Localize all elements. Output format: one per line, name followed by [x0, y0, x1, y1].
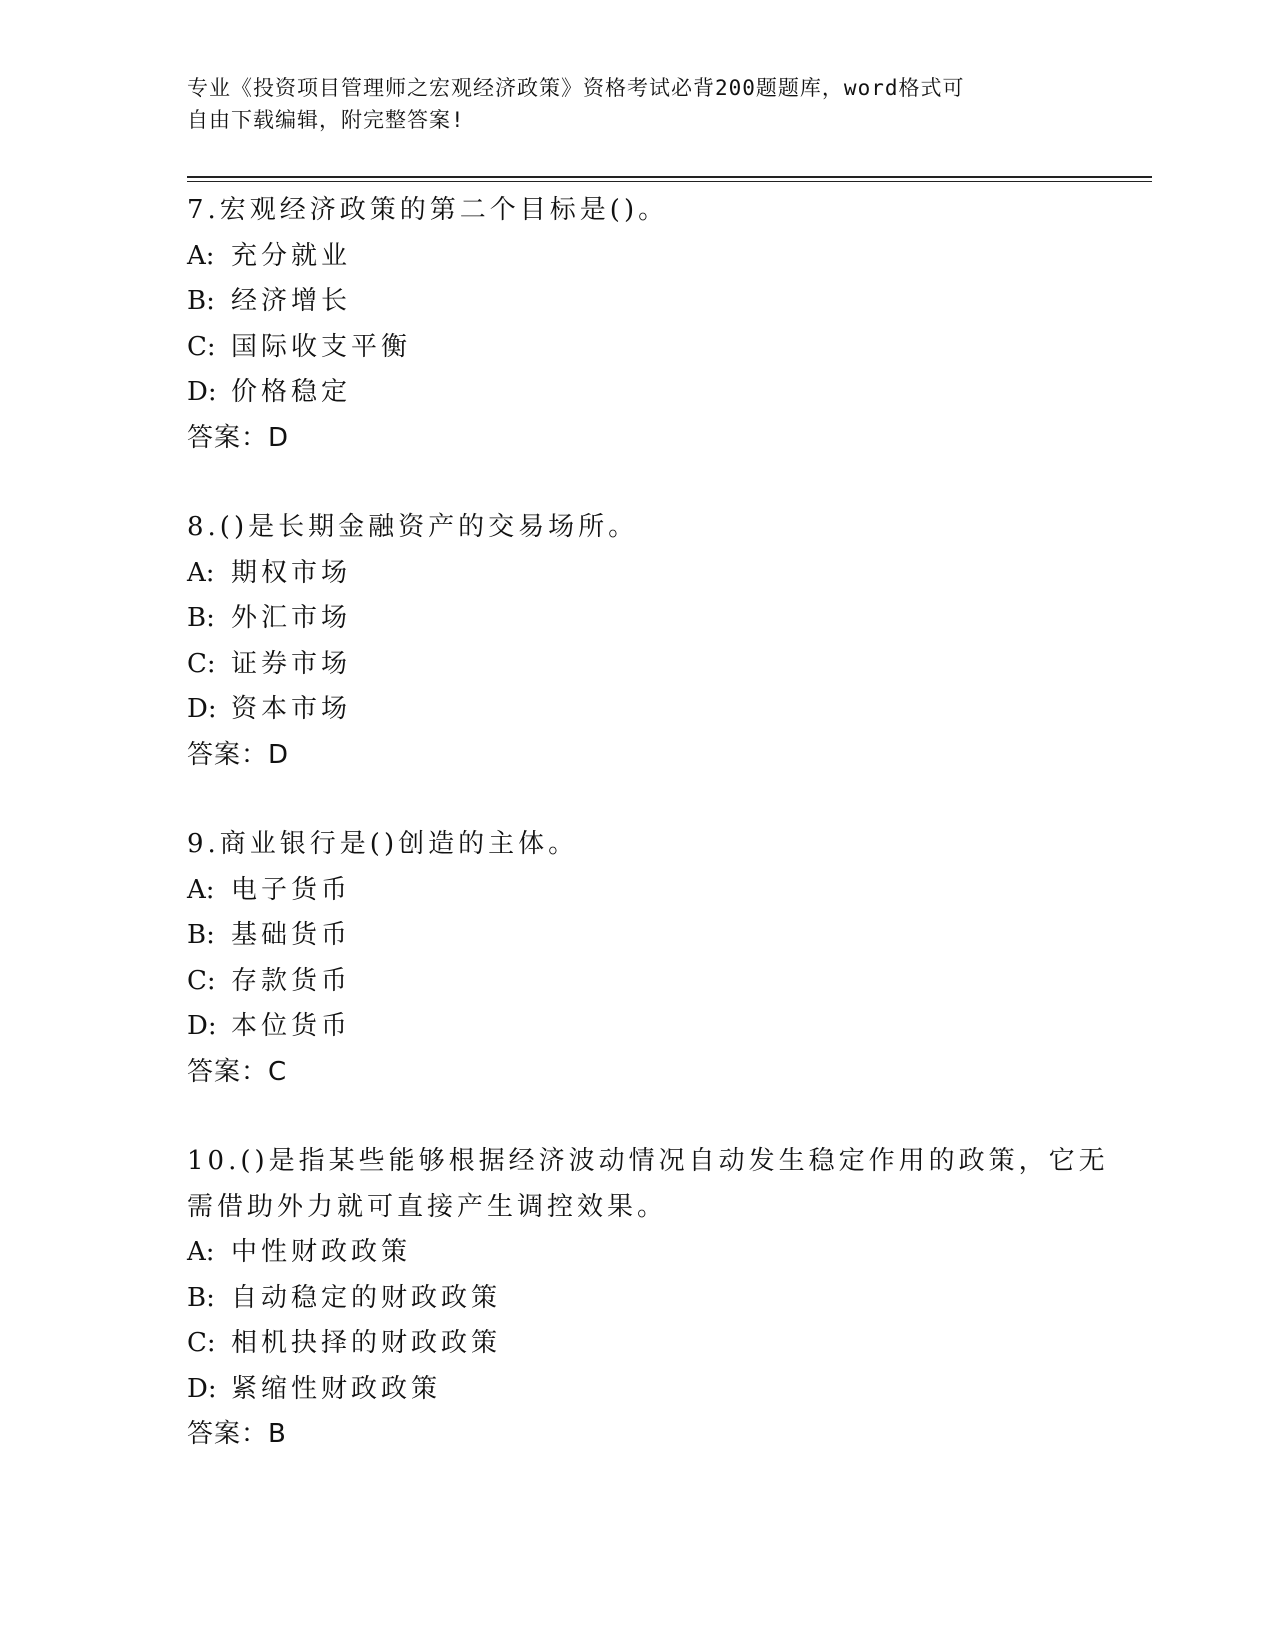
option-b	[187, 279, 1107, 325]
question-9	[187, 822, 1107, 1095]
answer-line: 答案：D	[187, 422, 290, 453]
option-letter: A:	[187, 557, 215, 588]
option-text: 资本市场	[231, 694, 352, 724]
header-divider	[187, 176, 1152, 178]
option-letter: B:	[187, 286, 215, 316]
option-letter: A:	[187, 240, 215, 271]
header-line-1: 专业《投资项目管理师之宏观经济政策》资格考试必背200题题库，word格式可	[187, 76, 965, 100]
option-text: 电子货币	[231, 874, 352, 905]
question-8	[187, 505, 1107, 778]
option-text: 相机抉择的财政政策	[231, 1328, 502, 1358]
option-text: 经济增长	[231, 286, 352, 316]
header-line-2: 自由下载编辑，附完整答案!	[187, 108, 465, 132]
option-b	[187, 913, 1107, 959]
option-text: 中性财政政策	[231, 1237, 412, 1267]
option-text: 紧缩性财政政策	[231, 1373, 442, 1404]
option-text: 存款货币	[231, 965, 352, 996]
option-letter: D:	[187, 1011, 217, 1041]
question-list	[187, 188, 1107, 1502]
option-a	[187, 234, 1107, 280]
answer-line: 答案：D	[187, 739, 290, 770]
option-text: 外汇市场	[231, 603, 352, 633]
option-text: 价格稳定	[231, 377, 352, 407]
question-7	[187, 188, 1107, 461]
question-stem: 9.商业银行是()创造的主体。	[187, 829, 579, 859]
header-divider-thin	[187, 181, 1152, 182]
option-letter: D:	[187, 694, 217, 724]
answer-line: 答案：C	[187, 1056, 288, 1087]
option-a	[187, 1230, 1107, 1276]
option-text: 自动稳定的财政政策	[231, 1282, 502, 1313]
option-b	[187, 1276, 1107, 1322]
option-a	[187, 868, 1107, 914]
option-c	[187, 959, 1107, 1005]
option-letter: C:	[187, 331, 216, 362]
option-letter: B:	[187, 603, 215, 633]
option-text: 本位货币	[231, 1011, 352, 1041]
option-c	[187, 325, 1107, 371]
option-c	[187, 1321, 1107, 1367]
option-letter: B:	[187, 1282, 215, 1313]
question-stem: 7.宏观经济政策的第二个目标是()。	[187, 195, 669, 225]
option-d	[187, 370, 1107, 416]
option-text: 期权市场	[231, 557, 352, 588]
option-letter: A:	[187, 874, 215, 905]
question-10	[187, 1139, 1107, 1458]
option-letter: C:	[187, 648, 216, 679]
option-c	[187, 642, 1107, 688]
option-d	[187, 1367, 1107, 1413]
option-d	[187, 1004, 1107, 1050]
option-text: 基础货币	[231, 920, 352, 950]
option-text: 充分就业	[231, 240, 352, 271]
document-header	[187, 72, 1067, 136]
option-text: 国际收支平衡	[231, 331, 412, 362]
option-letter: C:	[187, 965, 216, 996]
option-letter: A:	[187, 1237, 215, 1267]
option-d	[187, 687, 1107, 733]
option-a	[187, 551, 1107, 597]
option-letter: D:	[187, 1373, 217, 1404]
option-letter: B:	[187, 920, 215, 950]
option-letter: D:	[187, 377, 217, 407]
question-stem: 8.()是长期金融资产的交易场所。	[187, 512, 639, 542]
answer-line: 答案：B	[187, 1419, 287, 1449]
option-b	[187, 596, 1107, 642]
question-stem-line-2: 需借助外力就可直接产生调控效果。	[187, 1191, 668, 1222]
question-stem-line-1: 10.()是指某些能够根据经济波动情况自动发生稳定作用的政策，它无	[187, 1146, 1109, 1176]
option-letter: C:	[187, 1328, 216, 1358]
option-text: 证券市场	[231, 648, 352, 679]
